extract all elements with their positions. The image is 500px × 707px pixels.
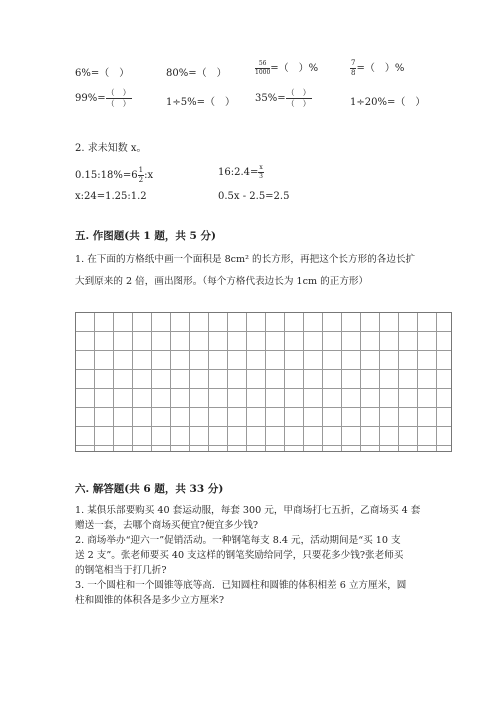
- section-6-line-6: 3. 一个圆柱和一个圆锥等底等高．已知圆柱和圆锥的体积相差 6 立方厘米，圆: [75, 580, 407, 591]
- fraction: [255, 61, 270, 76]
- expr-prefix: 99%=: [75, 93, 106, 104]
- section-6-title: 六. 解答题(共 6 题，共 33 分): [75, 483, 224, 495]
- exercise-35-percent: [255, 89, 312, 108]
- section-6-line-3: 2. 商场举办“迎六一”促销活动。一种钢笔每支 8.4 元，活动期间是“买 10 支: [75, 535, 401, 546]
- question-2-title: 2. 求未知数 x。: [75, 143, 147, 154]
- numerator: （ ）: [106, 88, 131, 97]
- numerator: （ ）: [286, 88, 311, 97]
- equation-2: [218, 165, 264, 180]
- exercise-6-percent: 6%=（ ）: [75, 68, 130, 79]
- eq-prefix: 0.15:18%=6: [75, 170, 138, 181]
- numerator: 1: [138, 166, 144, 174]
- section-6-line-2: 赠送一套，去哪个商场买便宜?便宜多少钱?: [75, 520, 258, 531]
- section-6-line-7: 柱和圆锥的体积各是多少立方厘米?: [75, 595, 225, 606]
- exercise-fraction-56-1000: [255, 59, 318, 76]
- denominator: 3: [259, 173, 263, 180]
- denominator: 1000: [255, 69, 271, 76]
- denominator: 8: [351, 69, 356, 77]
- section-6-line-5: 的钢笔相当于打几折?: [75, 565, 167, 576]
- section-5-question-line-1: 1. 在下面的方格纸中画一个面积是 8cm² 的长方形，再把这个长方形的各边长扩: [75, 254, 416, 265]
- equation-1: [75, 167, 153, 184]
- fraction: [258, 165, 263, 180]
- numerator: 7: [351, 59, 356, 67]
- denominator: （ ）: [286, 99, 311, 108]
- denominator: 2: [138, 176, 144, 184]
- numerator: x: [259, 164, 263, 171]
- section-6-line-1: 1. 某俱乐部要购买 40 套运动服，每套 300 元，甲商场打七五折，乙商场买 4 套: [75, 505, 421, 516]
- fraction-tail: =（ ）%: [270, 63, 319, 74]
- section-5-question-line-2: 大到原来的 2 倍，画出图形。（每个方格代表边长为 1cm 的正方形）: [75, 276, 369, 287]
- eq-tail: :x: [144, 170, 154, 181]
- exercise-1-div-20-percent: 1÷20%=（ ）: [350, 97, 426, 108]
- exercise-1-div-5-percent: 1÷5%=（ ）: [166, 97, 235, 108]
- fraction-tail: =（ ）%: [356, 63, 405, 74]
- fraction: [106, 89, 132, 108]
- graph-paper-grid[interactable]: [75, 312, 452, 452]
- denominator: （ ）: [106, 99, 131, 108]
- section-6-line-4: 送 2 支”。张老师要买 40 支这样的钢笔奖励给同学，只要花多少钱?张老师买: [75, 550, 404, 561]
- equation-4: 0.5x - 2.5=2.5: [218, 191, 290, 202]
- equation-3: x:24=1.25:1.2: [75, 191, 147, 202]
- exercise-80-percent: 80%=（ ）: [166, 68, 227, 79]
- fraction: [286, 89, 312, 108]
- section-5-title: 五. 作图题(共 1 题，共 5 分): [75, 230, 216, 242]
- exercise-99-percent: [75, 89, 132, 108]
- exercise-fraction-7-8: [350, 59, 404, 77]
- expr-prefix: 35%=: [255, 93, 286, 104]
- numerator: 56: [255, 61, 270, 69]
- eq-prefix: 16:2.4=: [218, 167, 259, 178]
